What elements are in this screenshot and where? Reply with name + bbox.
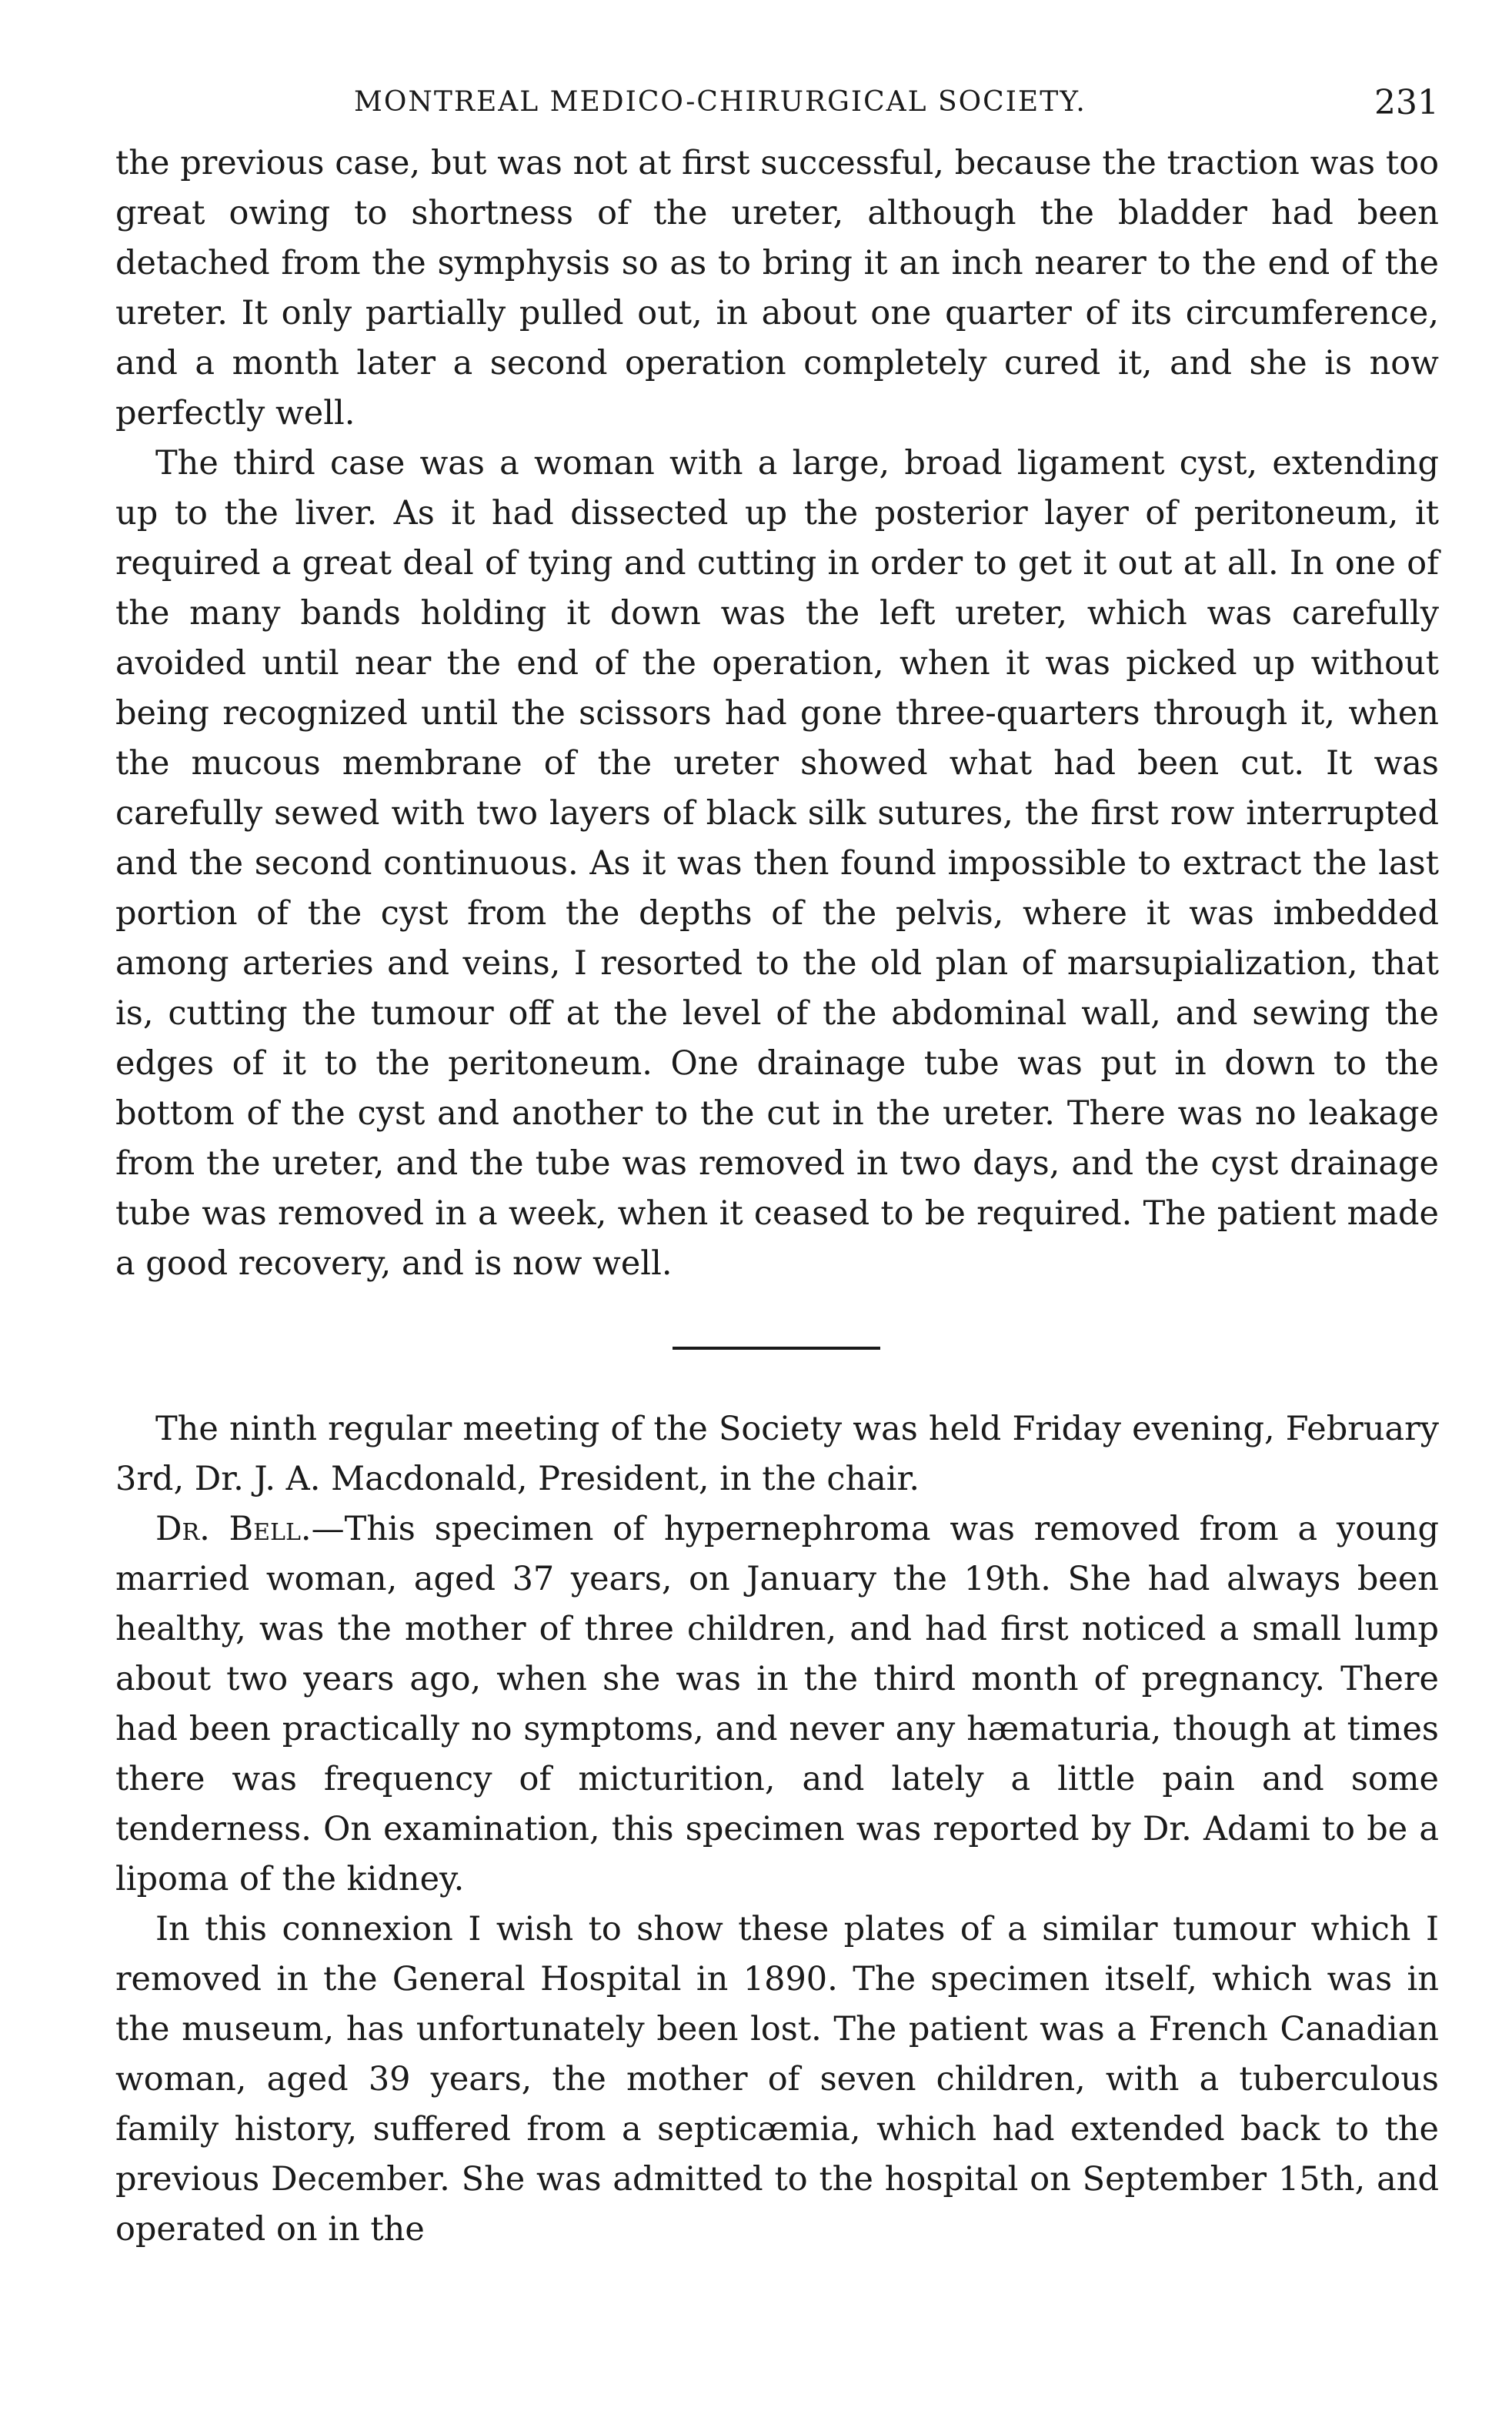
horizontal-rule xyxy=(673,1347,880,1350)
paragraph-dr-bell xyxy=(115,1504,1439,1905)
paragraph-connexion: In this connexion I wish to show these plates of a similar tumour which I removed in the General Hospital in 1890. The specimen itself, which was in the museum, has unfortunately been lost. The patient was a French Canadian woman, aged 39 years, the mother of seven children, with a tuberculous family history, suffered from a septicæmia, which had extended back to the previous December. She was admitted to the hospital on September 15th, and operated on in the xyxy=(115,1910,1439,2249)
section-divider xyxy=(115,1289,1439,1404)
page-number: 231 xyxy=(1374,83,1439,122)
dr-bell-remarks: —This specimen of hypernephroma was removed from a young married woman, aged 37 years, on January the 19th. She had always been healthy, was the mother of three children, and had first noticed a small lump about two years ago, when she was in the third month of pregnancy. There had been practically no symptoms, and never any hæmaturia, though at times there was frequency of micturition, and lately a little pain and some tenderness. On examination, this specimen was reported by Dr. Adami to be a lipoma of the kidney. xyxy=(115,1510,1439,1898)
speaker-name: Dr. Bell. xyxy=(155,1510,312,1548)
paragraph-ninth-meeting: The ninth regular meeting of the Society was held Friday evening, February 3rd, Dr. J. A. Macdonald, President, in the chair. xyxy=(115,1410,1439,1498)
paragraph-third-case: The third case was a woman with a large, broad ligament cyst, extending up to the liver. As it had dissected up the posterior layer of peritoneum, it required a great deal of tying and cutting in order to get it out at all. In one of the many bands holding it down was the left ureter, which was carefully avoided until near the end of the operation, when it was picked up without being recognized until the scissors had gone three-quarters through it, when the mucous membrane of the ureter showed what had been cut. It was carefully sewed with two layers of black silk sutures, the first row interrupted and the second continuous. As it was then found impossible to extract the last portion of the cyst from the depths of the pelvis, where it was imbedded among arteries and veins, I resorted to the old plan of marsupialization, that is, cutting the tumour off at the level of the abdominal wall, and sewing the edges of it to the peritoneum. One drainage tube was put in down to the bottom of the cyst and another to the cut in the ureter. There was no leakage from the ureter, and the tube was removed in two days, and the cyst drainage tube was removed in a week, when it ceased to be required. The patient made a good recovery, and is now well. xyxy=(115,444,1439,1283)
paragraph-continued-case: the previous case, but was not at first successful, because the traction was too great owing to shortness of the ureter, although the bladder had been detached from the symphysis so as to bring it an inch nearer to the end of the ureter. It only partially pulled out, in about one quarter of its circumference, and a month later a second operation completely cured it, and she is now perfectly well. xyxy=(115,144,1439,432)
running-title: MONTREAL MEDICO-CHIRURGICAL SOCIETY. xyxy=(354,86,1086,118)
running-header xyxy=(115,77,1439,139)
document-page xyxy=(115,77,1439,2255)
